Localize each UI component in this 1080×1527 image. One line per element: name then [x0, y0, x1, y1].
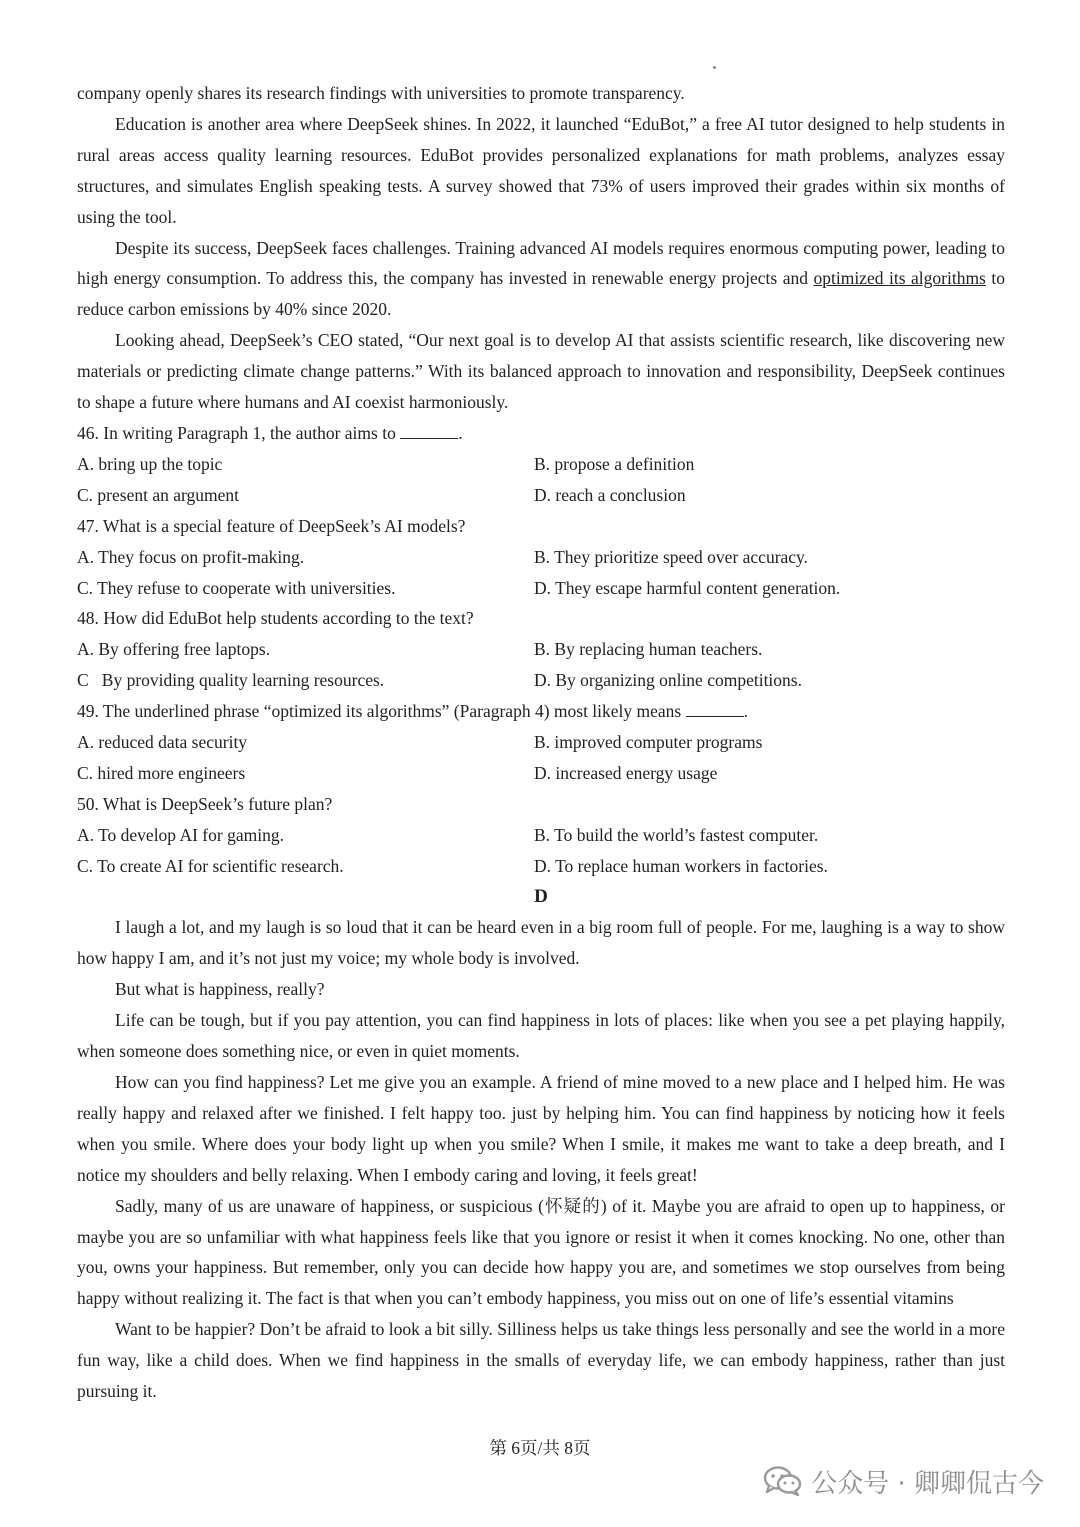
question-stem: 48. How did EduBot help students according to the text?	[77, 608, 474, 629]
option-c: C. hired more engineers	[77, 762, 246, 783]
option-c: C. present an argument	[77, 484, 239, 505]
option-c: C By providing quality learning resources.	[77, 670, 385, 691]
watermark-text: 公众号 · 卿卿侃古今	[811, 1468, 1044, 1499]
option-d: D. reach a conclusion	[534, 484, 686, 505]
page-number-footer: 第 6页/共 8页	[489, 1438, 591, 1458]
options	[77, 449, 1005, 511]
question-46	[77, 418, 1005, 511]
option-a: A. bring up the topic	[77, 453, 223, 474]
section-d-paragraph-1: I laugh a lot, and my laugh is so loud that it can be heard even in a big room full of people. For me, laughing is a way to show how happy I am, and it’s not just my voice; my whole body is involved.	[77, 917, 1005, 969]
option-d: D. To replace human workers in factories.	[534, 855, 828, 876]
options	[77, 820, 1005, 882]
option-a: A. By offering free laptops.	[77, 639, 271, 660]
question-stem: 46. In writing Paragraph 1, the author aims to .	[77, 422, 463, 443]
scan-speck	[713, 66, 716, 69]
option-d: D. increased energy usage	[534, 762, 718, 783]
question-stem: 49. The underlined phrase “optimized its algorithms” (Paragraph 4) most likely means .	[77, 701, 748, 722]
passage-c-paragraph-2	[77, 233, 1005, 326]
option-d: D. They escape harmful content generation.	[534, 577, 841, 598]
paragraph-2-text-after: to reduce carbon emissions by 40% since 2020.	[77, 268, 1005, 320]
section-d-heading: D	[534, 885, 548, 907]
question-48	[77, 603, 1005, 696]
option-b: B. improved computer programs	[534, 732, 763, 753]
passage-c-paragraph-1: Education is another area where DeepSeek shines. In 2022, it launched “EduBot,” a free AI tutor designed to help students in rural areas access quality learning resources. EduBot provides personalized explanations for math problems, analyzes essay structures, and simulates English speaking tests. A survey showed that 73% of users improved their grades within six months of using the tool.	[77, 113, 1005, 227]
option-b: B. propose a definition	[534, 453, 695, 474]
wechat-icon	[763, 1465, 803, 1497]
passage-c-paragraph-3: Looking ahead, DeepSeek’s CEO stated, “Our next goal is to develop AI that assists scientific research, like discovering new materials or predicting climate change patterns.” With its balanced approach to innovation and responsibility, DeepSeek continues to shape a future where humans and AI coexist harmoniously.	[77, 330, 1005, 413]
option-c: C. They refuse to cooperate with universities.	[77, 577, 396, 598]
answer-blank	[400, 424, 458, 439]
section-d-paragraph-3: Life can be tough, but if you pay attention, you can find happiness in lots of places: like when you see a pet playing happily, when someone does something nice, or even in quiet moments.	[77, 1010, 1005, 1062]
section-d-paragraph-5: Sadly, many of us are unaware of happiness, or suspicious (怀疑的) of it. Maybe you are afraid to open up to happiness, or maybe you are so unfamiliar with what happiness feels like that you ignore or resist it when it comes knocking. No one, other than you, owns your happiness. But remember, only you can decide how happy you are, and sometimes we stop ourselves from being happy without realizing it. The fact is that when you can’t embody happiness, you miss out on one of life’s essential vitamins	[77, 1195, 1005, 1309]
section-d-paragraph-6: Want to be happier? Don’t be afraid to look a bit silly. Silliness helps us take things less personally and see the world in a more fun way, like a child does. When we find happiness in the smalls of everyday life, we can embody happiness, rather than just pursuing it.	[77, 1319, 1005, 1402]
option-a: A. They focus on profit-making.	[77, 546, 305, 567]
options	[77, 542, 1005, 604]
option-b: B. To build the world’s fastest computer.	[534, 824, 819, 845]
question-stem: 47. What is a special feature of DeepSeek’s AI models?	[77, 515, 466, 536]
option-b: B. By replacing human teachers.	[534, 639, 763, 660]
options	[77, 727, 1005, 789]
question-50	[77, 789, 1005, 882]
wechat-watermark	[763, 1463, 1044, 1499]
section-d-paragraph-4: How can you find happiness? Let me give you an example. A friend of mine moved to a new place and I helped him. He was really happy and relaxed after we finished. I felt happy too. just by helping him. You can find happiness by noticing how it feels when you smile. Where does your body light up when you smile? When I smile, it makes me want to take a deep breath, and I notice my shoulders and belly relaxing. When I embody caring and loving, it feels great!	[77, 1072, 1005, 1185]
option-a: A. reduced data security	[77, 732, 248, 753]
question-47	[77, 511, 1005, 604]
exam-page	[77, 78, 1005, 1407]
section-d-paragraph-2: But what is happiness, really?	[115, 979, 325, 1000]
option-b: B. They prioritize speed over accuracy.	[534, 546, 809, 567]
underlined-phrase: optimized its algorithms	[813, 268, 986, 289]
paragraph-2-text-before: Despite its success, DeepSeek faces challenges. Training advanced AI models requires enormous computing power, leading to high energy consumption. To address this, the company has invested in renewable energy projects and	[77, 237, 1005, 289]
option-a: A. To develop AI for gaming.	[77, 824, 284, 845]
question-49	[77, 696, 1005, 789]
options	[77, 634, 1005, 696]
passage-c-paragraph-0: company openly shares its research findings with universities to promote transparency.	[77, 83, 685, 103]
option-d: D. By organizing online competitions.	[534, 670, 802, 691]
option-c: C. To create AI for scientific research.	[77, 855, 344, 876]
question-stem: 50. What is DeepSeek’s future plan?	[77, 793, 333, 814]
answer-blank	[686, 702, 744, 717]
